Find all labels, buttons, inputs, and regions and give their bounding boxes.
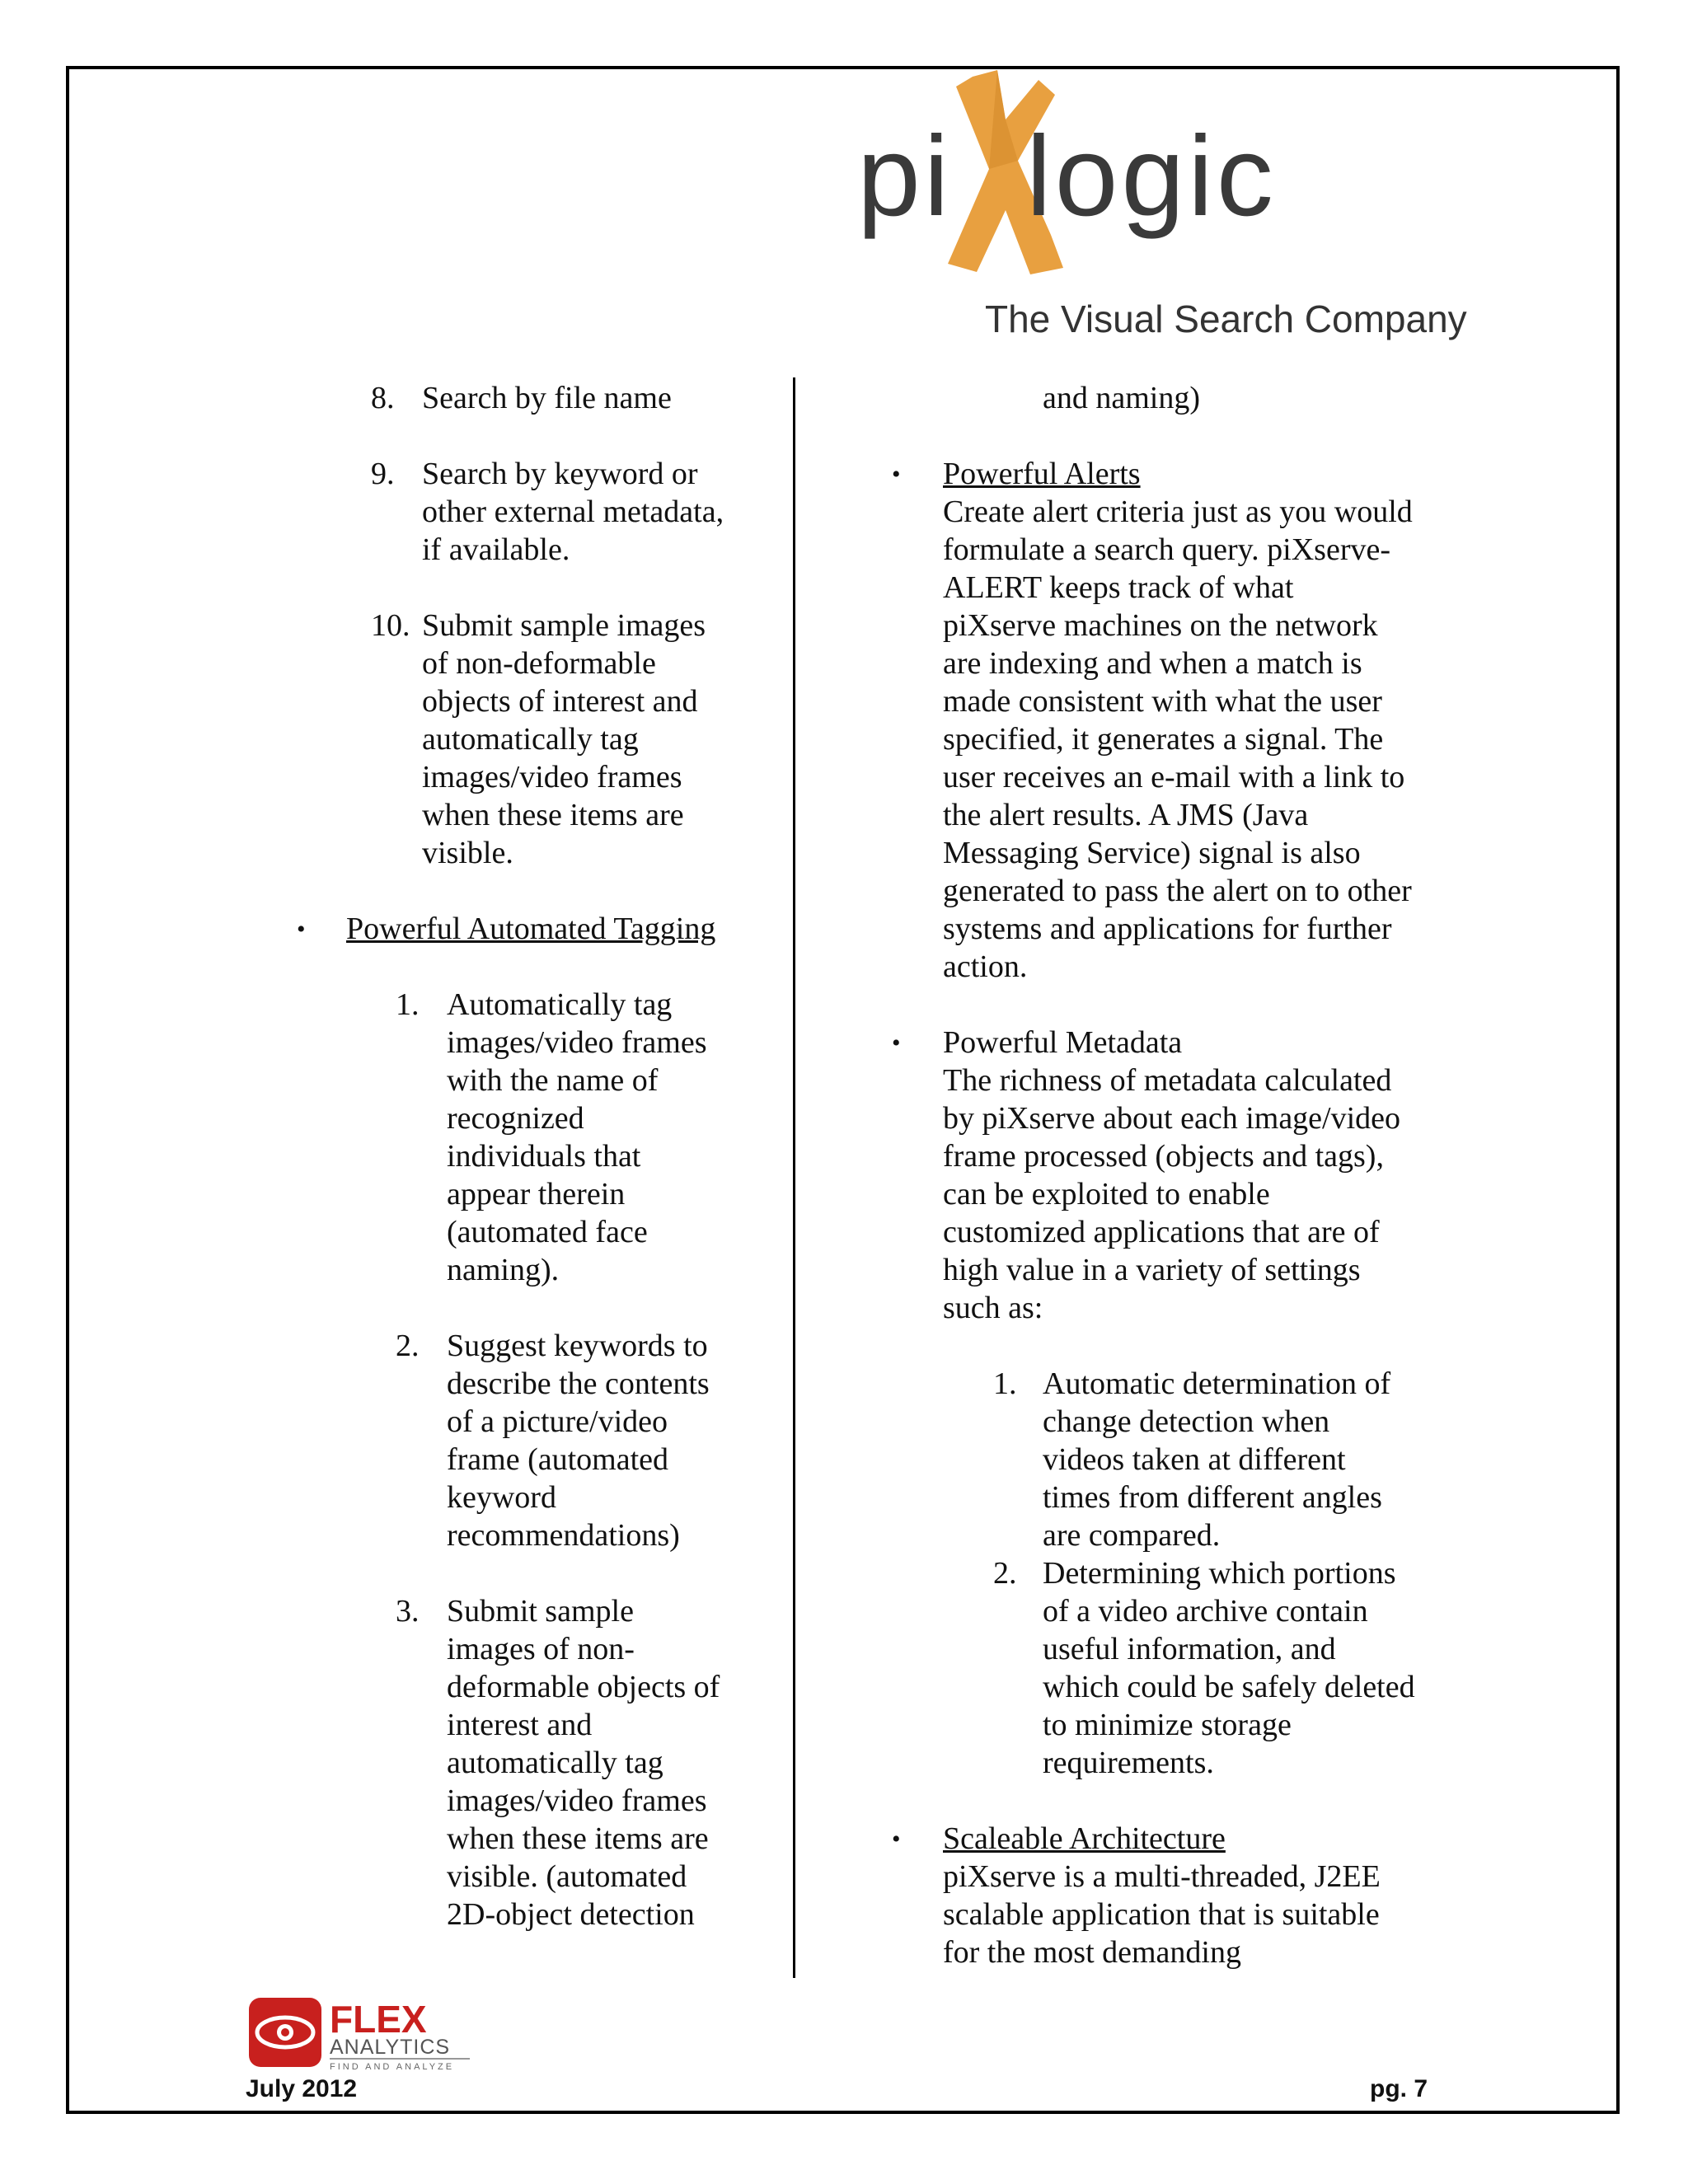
list-number: 9. bbox=[371, 457, 395, 491]
paragraph-line: generated to pass the alert on to other bbox=[943, 874, 1412, 908]
list-item-line: of a picture/video bbox=[447, 1404, 668, 1439]
bullet-icon: • bbox=[892, 1029, 901, 1057]
flex-logo-tagline: FIND AND ANALYZE bbox=[330, 2062, 455, 2072]
list-item-line: change detection when bbox=[1043, 1404, 1330, 1439]
list-item-line: Submit sample images bbox=[422, 608, 706, 643]
list-item-line: interest and bbox=[447, 1708, 593, 1742]
bullet-icon: • bbox=[892, 461, 901, 488]
paragraph-line: by piXserve about each image/video bbox=[943, 1101, 1401, 1136]
list-item-line: recommendations) bbox=[447, 1518, 680, 1553]
section-heading-tagging: Powerful Automated Tagging bbox=[346, 912, 716, 946]
flex-analytics-logo bbox=[247, 1993, 478, 2075]
footer-page-number: pg. 7 bbox=[1370, 2075, 1428, 2102]
paragraph-line: systems and applications for further bbox=[943, 912, 1392, 946]
paragraph-line: frame processed (objects and tags), bbox=[943, 1139, 1384, 1174]
pixlogic-logo bbox=[857, 70, 1467, 350]
bullet-icon: • bbox=[297, 916, 306, 943]
paragraph-line: piXserve is a multi-threaded, J2EE bbox=[943, 1859, 1381, 1894]
list-item-line: visible. bbox=[422, 836, 513, 870]
bullet-icon: • bbox=[892, 1825, 901, 1853]
list-item-line: recognized bbox=[447, 1101, 584, 1136]
list-item-line: individuals that bbox=[447, 1139, 641, 1174]
logo-tagline: The Visual Search Company bbox=[985, 298, 1467, 340]
continuation-line: and naming) bbox=[1043, 381, 1201, 415]
list-item-line: objects of interest and bbox=[422, 684, 698, 719]
list-item-line: Determining which portions bbox=[1043, 1556, 1396, 1591]
list-item-line: deformable objects of bbox=[447, 1670, 720, 1704]
list-item-line: Automatically tag bbox=[447, 987, 673, 1022]
list-item-line: of non-deformable bbox=[422, 646, 656, 681]
list-item-line: keyword bbox=[447, 1480, 556, 1515]
list-number: 1. bbox=[993, 1366, 1017, 1401]
list-number: 10. bbox=[371, 608, 410, 643]
section-heading-architecture: Scaleable Architecture bbox=[943, 1821, 1226, 1856]
list-item-line: videos taken at different bbox=[1043, 1442, 1346, 1477]
paragraph-line: made consistent with what the user bbox=[943, 684, 1382, 719]
logo-text-logic: logic bbox=[1026, 113, 1277, 240]
paragraph-line: ALERT keeps track of what bbox=[943, 570, 1294, 605]
list-item-line: requirements. bbox=[1043, 1746, 1214, 1780]
list-item-line: automatically tag bbox=[422, 722, 639, 757]
paragraph-line: action. bbox=[943, 949, 1028, 984]
list-item-line: images/video frames bbox=[422, 760, 682, 794]
list-item-line: are compared. bbox=[1043, 1518, 1221, 1553]
list-item-line: Submit sample bbox=[447, 1594, 634, 1629]
list-item-line: frame (automated bbox=[447, 1442, 669, 1477]
list-item-line: appear therein bbox=[447, 1177, 626, 1212]
list-number: 3. bbox=[396, 1594, 420, 1629]
list-item-line: Suggest keywords to bbox=[447, 1329, 708, 1363]
paragraph-line: such as: bbox=[943, 1291, 1043, 1325]
list-number: 8. bbox=[371, 381, 395, 415]
paragraph-line: scalable application that is suitable bbox=[943, 1897, 1380, 1932]
logo-text-pi: pi bbox=[857, 113, 953, 240]
list-item-line: automatically tag bbox=[447, 1746, 663, 1780]
paragraph-line: user receives an e-mail with a link to bbox=[943, 760, 1405, 794]
list-item-line: with the name of bbox=[447, 1063, 659, 1098]
paragraph-line: Create alert criteria just as you would bbox=[943, 494, 1413, 529]
footer-date: July 2012 bbox=[246, 2075, 358, 2102]
paragraph-line: specified, it generates a signal. The bbox=[943, 722, 1384, 757]
list-number: 2. bbox=[993, 1556, 1017, 1591]
list-item-line: which could be safely deleted bbox=[1043, 1670, 1415, 1704]
paragraph-line: can be exploited to enable bbox=[943, 1177, 1270, 1212]
list-item-line: Automatic determination of bbox=[1043, 1366, 1391, 1401]
section-heading-metadata: Powerful Metadata bbox=[943, 1025, 1183, 1060]
list-number: 2. bbox=[396, 1329, 420, 1363]
list-item-line: times from different angles bbox=[1043, 1480, 1382, 1515]
paragraph-line: for the most demanding bbox=[943, 1935, 1241, 1970]
list-item-line: of a video archive contain bbox=[1043, 1594, 1368, 1629]
list-item-line: when these items are bbox=[422, 798, 684, 832]
paragraph-line: Messaging Service) signal is also bbox=[943, 836, 1361, 870]
list-item-line: useful information, and bbox=[1043, 1632, 1336, 1666]
column-divider bbox=[793, 377, 795, 1978]
paragraph-line: piXserve machines on the network bbox=[943, 608, 1378, 643]
paragraph-line: customized applications that are of bbox=[943, 1215, 1380, 1249]
list-item-line: visible. (automated bbox=[447, 1859, 687, 1894]
flex-logo-word: FLEX bbox=[330, 1998, 427, 2041]
list-item-line: images of non- bbox=[447, 1632, 635, 1666]
list-number: 1. bbox=[396, 987, 420, 1022]
list-item-line: if available. bbox=[422, 532, 570, 567]
list-item-line: (automated face bbox=[447, 1215, 648, 1249]
list-item-line: 2D-object detection bbox=[447, 1897, 695, 1932]
paragraph-line: the alert results. A JMS (Java bbox=[943, 798, 1309, 832]
list-item-line: to minimize storage bbox=[1043, 1708, 1292, 1742]
list-item-line: Search by keyword or bbox=[422, 457, 698, 491]
paragraph-line: high value in a variety of settings bbox=[943, 1253, 1361, 1287]
list-item-line: naming). bbox=[447, 1253, 560, 1287]
list-item-line: other external metadata, bbox=[422, 494, 724, 529]
paragraph-line: The richness of metadata calculated bbox=[943, 1063, 1392, 1098]
list-item-line: images/video frames bbox=[447, 1783, 707, 1818]
list-item-line: when these items are bbox=[447, 1821, 709, 1856]
list-item-line: images/video frames bbox=[447, 1025, 707, 1060]
list-item-line: Search by file name bbox=[422, 381, 672, 415]
paragraph-line: are indexing and when a match is bbox=[943, 646, 1362, 681]
flex-logo-sub: ANALYTICS bbox=[330, 2036, 451, 2059]
flex-analytics-logo-graphic bbox=[247, 1993, 478, 2075]
section-heading-alerts: Powerful Alerts bbox=[943, 457, 1141, 491]
paragraph-line: formulate a search query. piXserve- bbox=[943, 532, 1391, 567]
list-item-line: describe the contents bbox=[447, 1366, 710, 1401]
